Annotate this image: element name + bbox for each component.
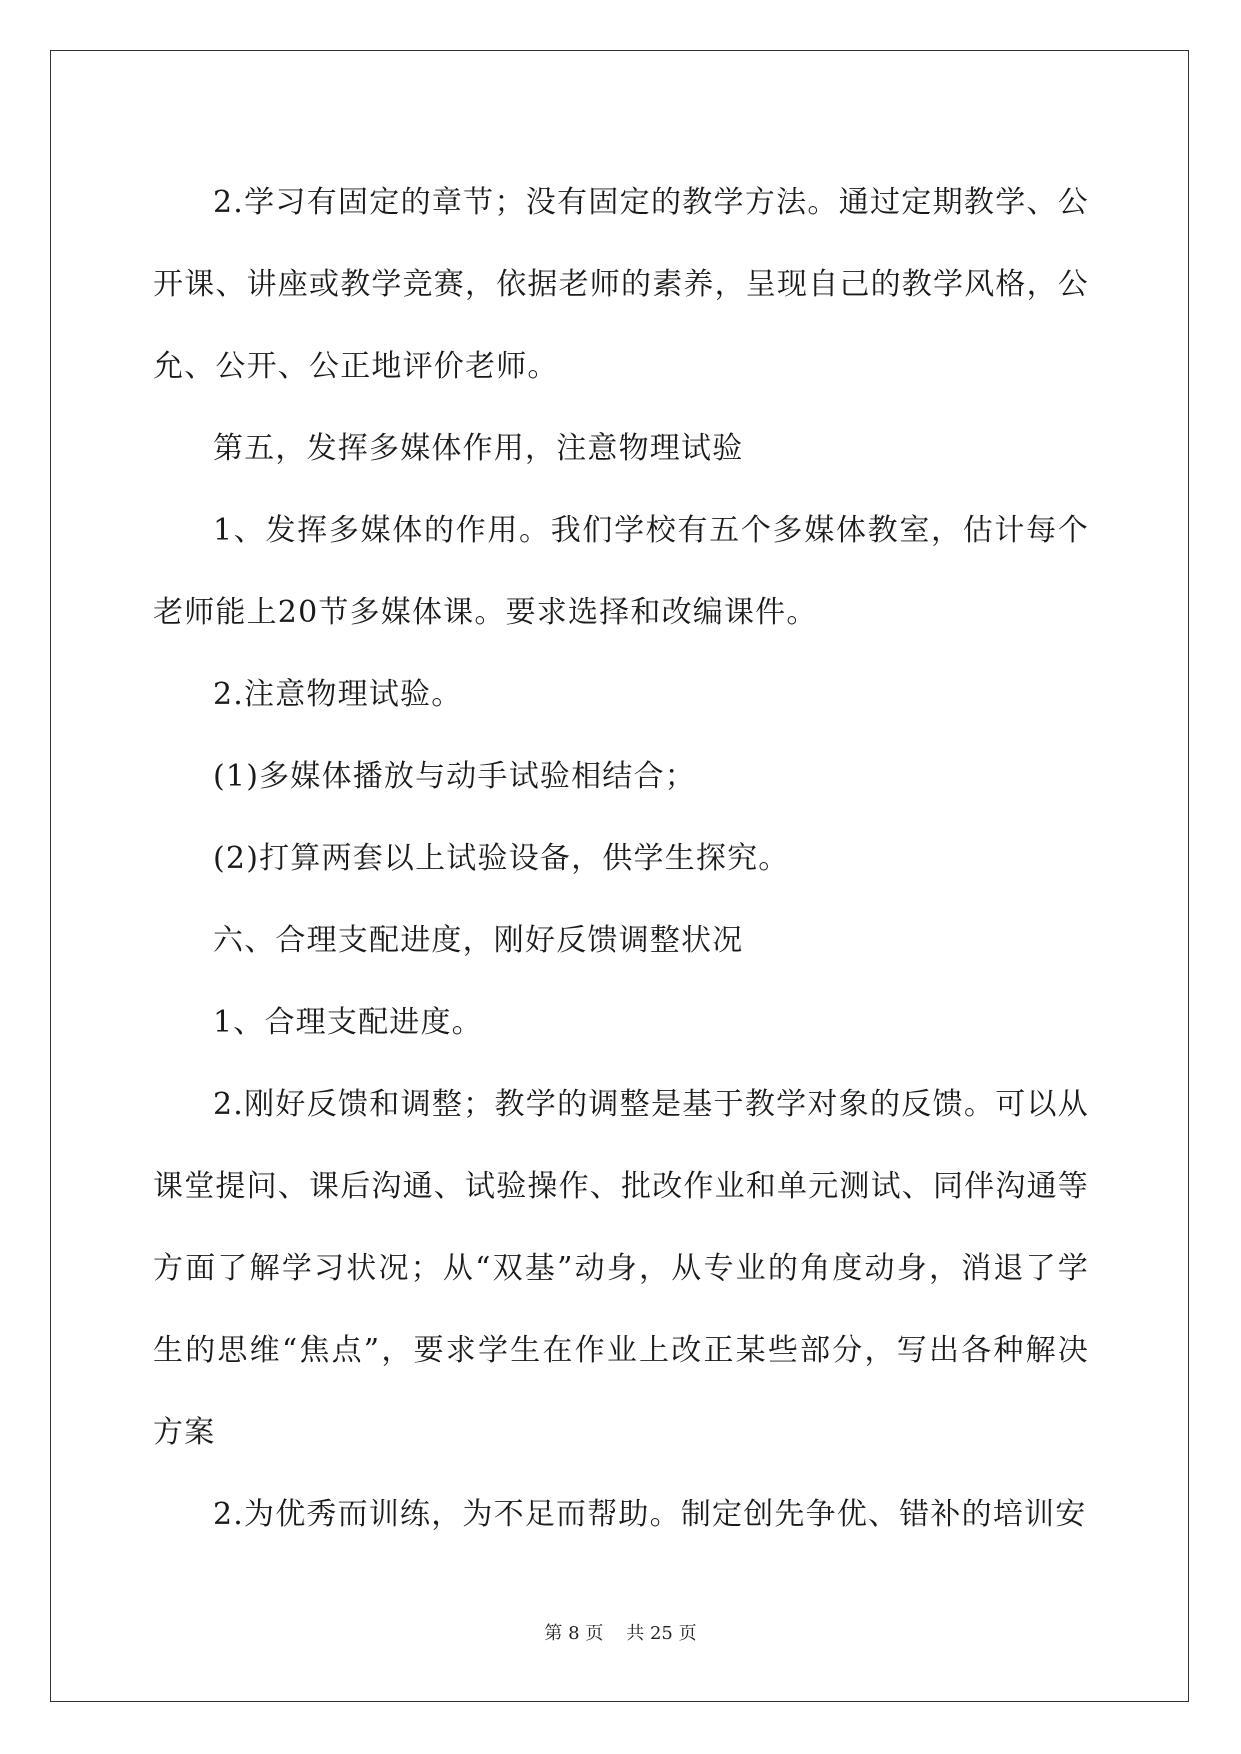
list-item: (2)打算两套以上试验设备，供学生探究。 xyxy=(213,841,790,876)
list-item: (1)多媒体播放与动手试验相结合； xyxy=(213,759,696,794)
section-heading: 六、合理支配进度，刚好反馈调整状况 xyxy=(213,923,744,958)
paragraph: 2.为优秀而训练，为不足而帮助。制定创先争优、错补的培训安 xyxy=(213,1497,1087,1532)
paragraph: 2.学习有固定的章节；没有固定的教学方法。通过定期教学、公开课、讲座或教学竞赛，依据老师的素养，呈现自己的教学风格，公允、公开、公正地评价老师。 xyxy=(153,185,1089,384)
page-total: 共 25 页 xyxy=(626,1623,697,1644)
paragraph: 1、发挥多媒体的作用。我们学校有五个多媒体教室，估计每个老师能上20节多媒体课。要求选择和改编课件。 xyxy=(153,513,1089,630)
document-body xyxy=(153,162,1089,1556)
paragraph: 2.刚好反馈和调整；教学的调整是基于教学对象的反馈。可以从课堂提问、课后沟通、试验操作、批改作业和单元测试、同伴沟通等方面了解学习状况；从“双基”动身，从专业的角度动身，消退了学生的思维“焦点”，要求学生在作业上改正某些部分，写出各种解决方案 xyxy=(153,1087,1089,1450)
paragraph: 2.注意物理试验。 xyxy=(213,677,463,712)
page-footer xyxy=(0,1619,1241,1645)
paragraph: 1、合理支配进度。 xyxy=(213,1005,483,1040)
section-heading: 第五，发挥多媒体作用，注意物理试验 xyxy=(213,431,744,466)
page-number: 第 8 页 xyxy=(544,1623,604,1644)
